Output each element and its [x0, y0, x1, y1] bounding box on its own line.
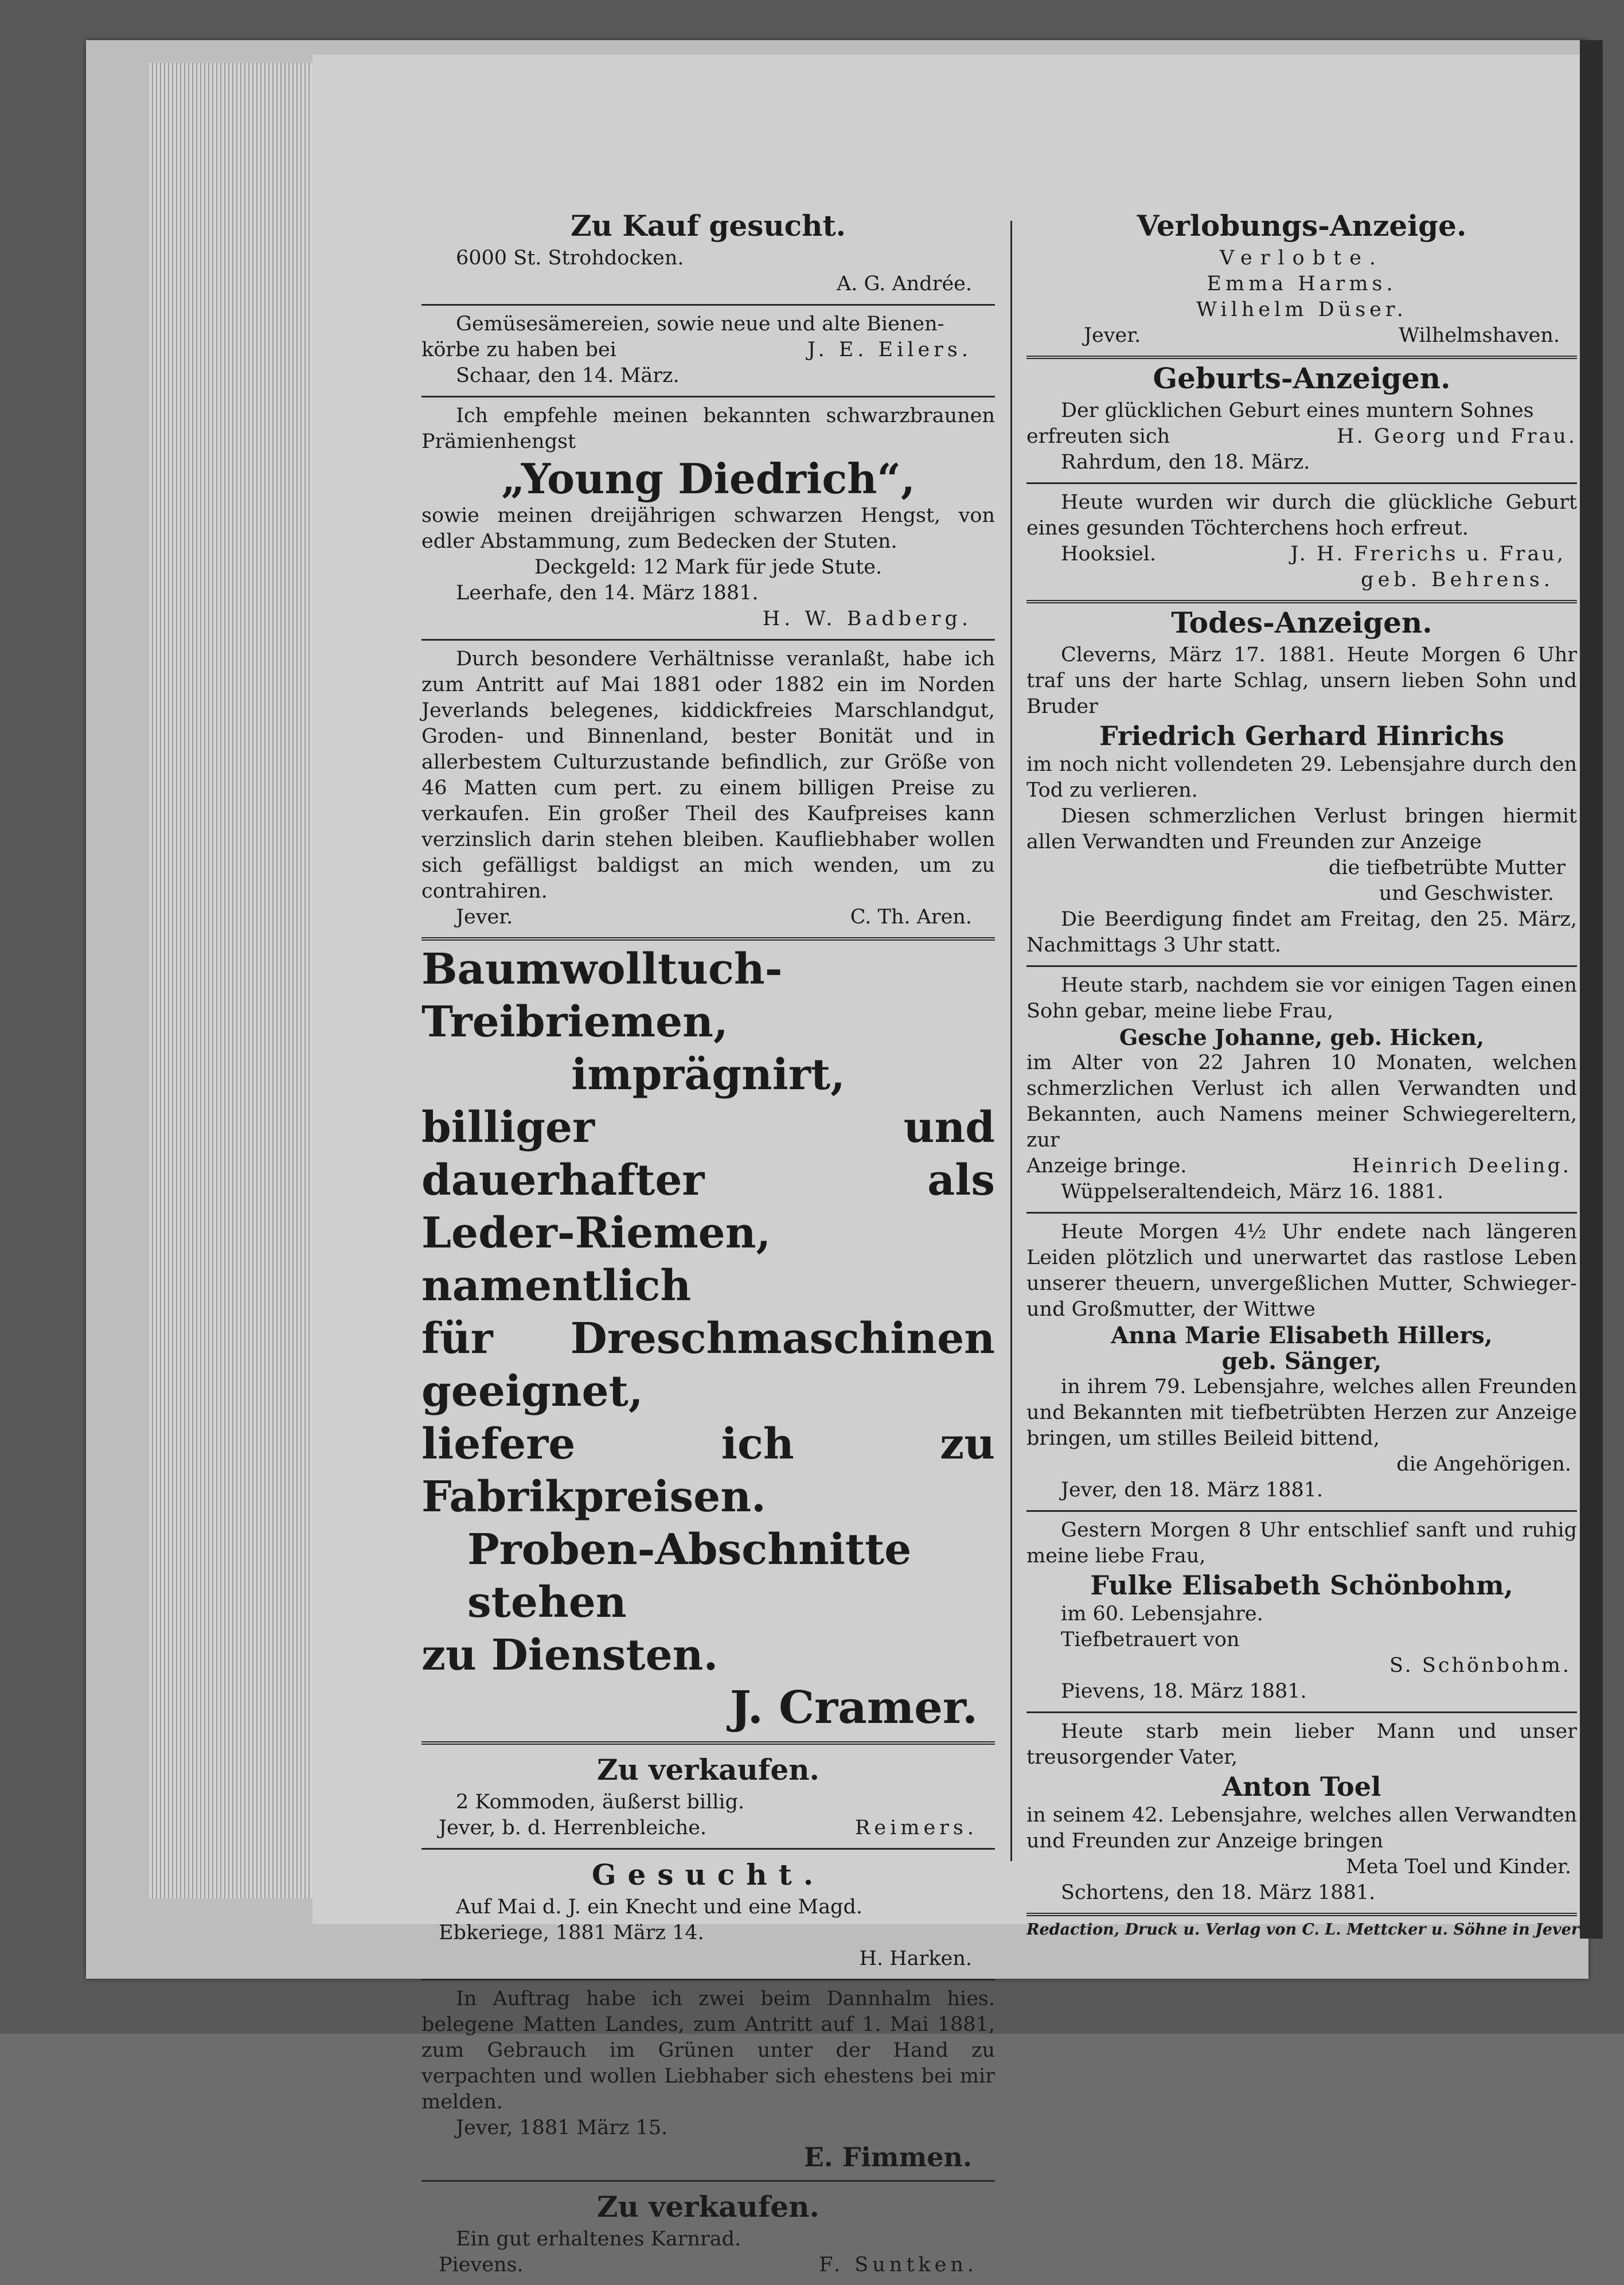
publisher-imprint: Redaction, Druck u. Verlag von C. L. Mettcker u. Söhne in Jever — [1026, 1913, 1577, 1940]
ad-text: Heute starb, nachdem sie vor einigen Tagen einen Sohn gebar, meine liebe Frau, — [1026, 974, 1577, 1023]
ad-text: Heute Morgen 4½ Uhr endete nach längeren Leiden plötzlich und unerwartet das rastlose Leben unserer theuern, unvergeßlichen Mutter, Schwieger- und Großmutter, der Wittwe — [1026, 1221, 1577, 1321]
ad-place-date: Schaar, den 14. März. — [456, 364, 680, 387]
ad-text: Ein gut erhaltenes Karnrad. — [456, 2228, 741, 2251]
ad-place: Jever, b. d. Herrenbleiche. — [439, 1816, 707, 1839]
ad-heading: Zu verkaufen. — [597, 2190, 819, 2224]
ad-heading: Gesucht. — [591, 1858, 825, 1892]
ad-name: Emma Harms. — [1207, 272, 1397, 295]
ad-place-date: Jever, den 18. März 1881. — [1061, 1479, 1324, 1502]
ad-place-date: Jever, 1881 März 15. — [456, 2116, 668, 2139]
ad-text: erfreuten sich — [1026, 425, 1170, 448]
ad-signature: J. Cramer. — [729, 1682, 978, 1734]
page-edges — [149, 63, 321, 1898]
ad-text: Auf Mai d. J. ein Knecht und eine Magd. — [456, 1896, 862, 1919]
ad-signature: die tiefbetrübte Mutter — [1328, 856, 1566, 879]
ad-text: in ihrem 79. Lebensjahre, welches allen Freunden und Bekannten mit tiefbetrübten Herzen zur Anzeige bringen, um stilles Beileid bittend, — [1026, 1375, 1577, 1450]
ad-signature: geb. Behrens. — [1361, 568, 1554, 591]
ad-text: Gemüsesämereien, sowie neue und alte Bienen- — [456, 313, 944, 336]
left-column — [421, 201, 995, 2285]
ad-text: Der glücklichen Geburt eines muntern Sohnes — [1061, 399, 1534, 422]
deceased-name: Gesche Johanne, geb. Hicken, — [1119, 1024, 1485, 1050]
ad-row — [1026, 541, 1577, 567]
ad-tod-deeling — [1026, 967, 1577, 1214]
ad-signature: J. E. Eilers. — [807, 338, 972, 361]
ad-gesucht — [421, 1850, 995, 1980]
ad-text: im noch nicht vollendeten 29. Lebensjahre durch den Tod zu verlieren. — [1026, 753, 1577, 802]
ad-place: Pievens. — [439, 2253, 524, 2276]
ad-zu-verkaufen-karnrad — [421, 2182, 995, 2285]
ad-headline: billiger und dauerhafter als — [421, 1103, 995, 1205]
deceased-name: Friedrich Gerhard Hinrichs — [1099, 720, 1505, 751]
ad-signature: A. G. Andrée. — [837, 272, 972, 295]
ad-tod-hinrichs — [1026, 642, 1577, 967]
deceased-name: Anton Toel — [1222, 1771, 1381, 1802]
ad-text: Die Beerdigung findet am Freitag, den 25. März, Nachmittags 3 Uhr statt. — [1026, 908, 1577, 957]
ad-tod-toel — [1026, 1713, 1577, 1913]
ad-place-date: Ebkeriege, 1881 März 14. — [439, 1921, 704, 1944]
ad-signature: Heinrich Deeling. — [1352, 1155, 1571, 1177]
ad-signature: H. Harken. — [859, 1947, 972, 1970]
ad-headline: Proben-Abschnitte stehen — [467, 1525, 912, 1627]
ad-signature: S. Schönbohm. — [1389, 1654, 1571, 1677]
ad-place: Jever. — [456, 906, 513, 929]
ad-row — [1026, 323, 1577, 349]
ad-headline: liefere ich zu Fabrikpreisen. — [421, 1420, 995, 1522]
ad-place-date: Pievens, 18. März 1881. — [1061, 1680, 1307, 1703]
ad-headline: zu Diensten. — [421, 1631, 719, 1680]
ad-text: 2 Kommoden, äußerst billig. — [456, 1791, 745, 1814]
ad-row — [421, 337, 995, 363]
ad-place: Jever. — [1084, 324, 1141, 347]
ad-landgut — [421, 641, 995, 941]
ad-text: Anzeige bringe. — [1026, 1155, 1187, 1177]
ad-gemuesesaemereien — [421, 306, 995, 397]
deceased-name: Anna Marie Elisabeth Hillers, — [1111, 1322, 1493, 1349]
ad-headline: für Dreschmaschinen geeignet, — [421, 1314, 995, 1416]
deceased-maiden-name: geb. Sänger, — [1221, 1348, 1382, 1375]
ad-place: Wilhelmshaven. — [1399, 324, 1560, 347]
stallion-name: „Young Diedrich“, — [501, 454, 915, 503]
ad-signature: Meta Toel und Kinder. — [1346, 1855, 1571, 1878]
ad-text: Heute starb mein lieber Mann und unser treusorgender Vater, — [1026, 1720, 1577, 1769]
deceased-name: Fulke Elisabeth Schönbohm, — [1090, 1570, 1513, 1601]
ad-signature: C. Th. Aren. — [850, 906, 972, 929]
ad-text: Cleverns, März 17. 1881. Heute Morgen 6 Uhr traf uns der harte Schlag, unsern lieben Sohn und Bruder — [1026, 644, 1577, 718]
book-gutter — [1580, 40, 1603, 1939]
ad-signature: J. H. Frerichs u. Frau, — [1290, 543, 1566, 566]
ad-signature: Reimers. — [855, 1816, 978, 1839]
ad-matten — [421, 1980, 995, 2182]
ad-signature: F. Suntken. — [819, 2253, 978, 2276]
ad-geburt-frerichs — [1026, 484, 1577, 603]
ad-signature: und Geschwister. — [1379, 882, 1554, 905]
ad-place-date: Rahrdum, den 18. März. — [1061, 451, 1310, 474]
ad-row — [1026, 424, 1577, 450]
ad-heading: Zu Kauf gesucht. — [571, 209, 846, 243]
ad-row — [421, 1815, 995, 1841]
ad-signature: H. Georg und Frau. — [1337, 425, 1577, 448]
ad-treibriemen — [421, 941, 995, 1745]
ad-name: Wilhelm Düser. — [1196, 298, 1407, 321]
section-heading-todesfaelle: Todes-Anzeigen. — [1171, 606, 1432, 640]
ad-place-date: Schortens, den 18. März 1881. — [1061, 1881, 1376, 1904]
ad-text: im Alter von 22 Jahren 10 Monaten, welchen schmerzlichen Verlust ich allen Verwandten und Bekannten, auch Namens meiner Schwiegereltern, zur — [1026, 1051, 1577, 1152]
ad-place-date: Leerhafe, den 14. März 1881. — [456, 582, 759, 605]
ad-text: Ich empfehle meinen bekannten schwarzbraunen Prämienhengst — [421, 404, 995, 453]
right-column — [1026, 201, 1580, 1940]
ad-place: Hooksiel. — [1061, 543, 1157, 566]
ad-text: Tiefbetrauert von — [1061, 1628, 1240, 1651]
ad-headline: Baumwolltuch-Treibriemen, — [421, 945, 783, 1047]
ad-signature: H. W. Badberg. — [762, 607, 972, 630]
ad-text: Verlobte. — [1219, 247, 1384, 270]
ad-text: körbe zu haben bei — [421, 338, 616, 361]
ad-headline: imprägnirt, — [571, 1050, 845, 1099]
ad-text: In Auftrag habe ich zwei beim Dannhalm hies. belegene Matten Landes, zum Antritt auf 1. Mai 1881, zum Gebrauch im Grünen unter der Hand zu verpachten und wollen Liebhaber sich ehestens bei mir melden. — [421, 1987, 995, 2114]
ad-tod-hillers — [1026, 1214, 1577, 1512]
ad-text: Durch besondere Verhältnisse veranlaßt, habe ich zum Antritt auf Mai 1881 oder 1882 ein im Norden Jeverlands belegenes, kiddickfreies Marschlandgut, Groden- und Binnenland, bester Bonität und in allerbestem Culturzustande befindlich, zur Größe von 46 Matten cum pert. zu einem billigen Preise zu verkaufen. Ein großer Theil des Kaufpreises kann verzinslich darin stehen bleiben. Kaufliebhaber wollen sich gefälligst baldigst an mich wenden, um zu contrahiren. — [421, 648, 995, 903]
ad-text: 6000 St. Strohdocken. — [456, 247, 684, 270]
ad-text: in seinem 42. Lebensjahre, welches allen Verwandten und Freunden zur Anzeige bringen — [1026, 1804, 1577, 1853]
ad-row — [1026, 1153, 1577, 1179]
ad-headline: Leder-Riemen, namentlich — [421, 1208, 771, 1311]
ad-signature: die Angehörigen. — [1396, 1453, 1571, 1476]
ad-tod-schoenbohm — [1026, 1512, 1577, 1713]
ad-row — [421, 2252, 995, 2278]
ad-signature: E. Fimmen. — [803, 2142, 972, 2173]
ad-text: Gestern Morgen 8 Uhr entschlief sanft und ruhig meine liebe Frau, — [1026, 1519, 1577, 1567]
ad-geburt-georg — [1026, 398, 1577, 484]
ad-heading: Verlobungs-Anzeige. — [1137, 209, 1467, 243]
ad-hengst — [421, 397, 995, 641]
ad-row — [421, 904, 995, 930]
ad-kauf-gesucht — [421, 201, 995, 306]
ad-text: Diesen schmerzlichen Verlust bringen hiermit allen Verwandten und Freunden zur Anzeige — [1026, 805, 1577, 853]
ad-zu-verkaufen-kommoden — [421, 1745, 995, 1850]
ad-text: sowie meinen dreijährigen schwarzen Hengst, von edler Abstammung, zum Bedecken der Stuten. — [421, 504, 995, 553]
ad-verlobung — [1026, 201, 1577, 359]
ad-text: im 60. Lebensjahre. — [1061, 1602, 1263, 1625]
ad-text: Heute wurden wir durch die glückliche Geburt eines gesunden Töchterchens hoch erfreut. — [1026, 491, 1577, 540]
ad-place-date: Wüppelseraltendeich, März 16. 1881. — [1061, 1180, 1444, 1203]
ad-heading: Zu verkaufen. — [597, 1753, 819, 1787]
ad-fee: Deckgeld: 12 Mark für jede Stute. — [534, 556, 883, 579]
column-divider — [1010, 221, 1012, 1861]
section-heading-geburten: Geburts-Anzeigen. — [1153, 361, 1451, 395]
